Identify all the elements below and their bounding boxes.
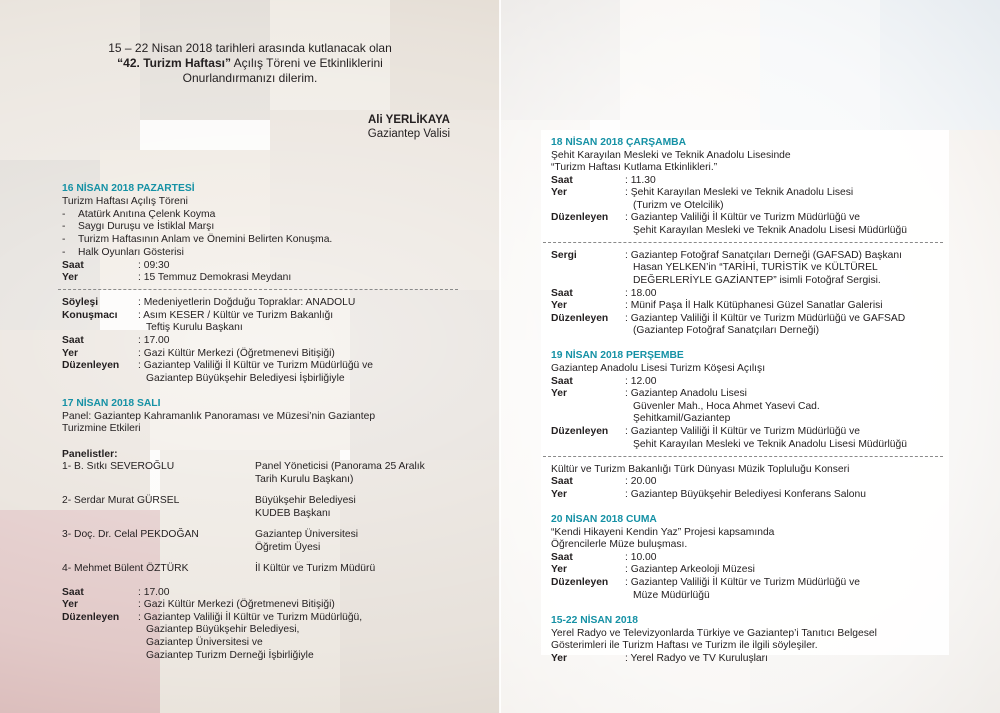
- panelist-4-role-1: İl Kültür ve Turizm Müdürü: [255, 563, 376, 574]
- day-18-saat-label: Saat: [551, 175, 573, 186]
- panelist-3-name: 3- Doç. Dr. Celal PEKDOĞAN: [62, 529, 199, 540]
- panelist-3-role-1: Gaziantep Üniversitesi: [255, 529, 359, 540]
- day-19-yer-value-1: : Gaziantep Anadolu Lisesi: [625, 388, 747, 399]
- week-line-1: Yerel Radyo ve Televizyonlarda Türkiye ve Gaziantep’i Tanıtıcı Belgesel: [551, 628, 877, 639]
- signature-name: Ali YERLİKAYA: [367, 114, 450, 126]
- day-20-saat-value: : 10.00: [625, 552, 657, 563]
- day-19-yer-value-2: Güvenler Mah., Hoca Ahmet Yasevi Cad.: [633, 401, 820, 412]
- day-20-yer-value: : Gaziantep Arkeoloji Müzesi: [625, 564, 755, 575]
- separator: [58, 289, 458, 290]
- day-18-saat-value: : 11.30: [625, 175, 656, 186]
- day-20-line-1: “Kendi Hikayeni Kendin Yaz” Projesi kapsamında: [551, 527, 775, 538]
- day-16-item-1: Atatürk Anıtına Çelenk Koyma: [78, 209, 216, 220]
- day-19-yer-value-3: Şehitkamil/Gaziantep: [633, 413, 731, 424]
- panelist-3-role-2: Öğretim Üyesi: [255, 542, 321, 553]
- day-18-saat2-label: Saat: [551, 288, 573, 299]
- day-18-duzenleyen2-label: Düzenleyen: [551, 313, 609, 324]
- day-17-duzenleyen-value-1: : Gaziantep Valiliği İl Kültür ve Turizm Müdürlüğü,: [138, 612, 363, 623]
- concert-saat-value: : 20.00: [625, 476, 657, 487]
- day-17-duzenleyen-label: Düzenleyen: [62, 612, 120, 623]
- konusmaci-label: Konuşmacı: [62, 310, 118, 321]
- day-18-line-1: Şehit Karayılan Mesleki ve Teknik Anadolu Lisesinde: [551, 150, 791, 161]
- day-16-item-3: Turizm Haftasının Anlam ve Önemini Belirten Konuşma.: [78, 234, 333, 245]
- day-17-duzenleyen-value-2: Gaziantep Büyükşehir Belediyesi,: [146, 624, 300, 635]
- day-20-duzenleyen-label: Düzenleyen: [551, 577, 609, 588]
- week-yer-value: : Yerel Radyo ve TV Kuruluşları: [625, 653, 768, 664]
- day-16-yer2-label: Yer: [62, 348, 79, 359]
- day-16-saat2-label: Saat: [62, 335, 84, 346]
- day-16-saat2-value: : 17.00: [138, 335, 170, 346]
- invitation-text: [60, 41, 440, 86]
- panelists-label: Panelistler:: [62, 449, 118, 460]
- day-19-saat-value: : 12.00: [625, 376, 657, 387]
- intro-line-3: Onurlandırmanızı dilerim.: [182, 71, 318, 85]
- panelist-4-name: 4- Mehmet Bülent ÖZTÜRK: [62, 563, 189, 574]
- day-17-panel-line-2: Turizmine Etkileri: [62, 423, 141, 434]
- day-20-heading: 20 NİSAN 2018 CUMA: [551, 514, 657, 525]
- day-18-yer2-label: Yer: [551, 300, 568, 311]
- day-18-yer-value-2: (Turizm ve Otelcilik): [633, 200, 724, 211]
- day-16-yer2-value: : Gazi Kültür Merkezi (Öğretmenevi Bitişiği): [138, 348, 335, 359]
- concert-yer-label: Yer: [551, 489, 568, 500]
- day-16-yer-value: : 15 Temmuz Demokrasi Meydanı: [138, 272, 292, 283]
- intro-line-2-rest: Açılış Töreni ve Etkinliklerini: [230, 56, 383, 70]
- day-18-duzenleyen2-value-1: : Gaziantep Valiliği İl Kültür ve Turizm Müdürlüğü ve GAFSAD: [625, 313, 906, 324]
- soylesi-value: : Medeniyetlerin Doğduğu Topraklar: ANADOLU: [138, 297, 356, 308]
- day-19-duzenleyen-label: Düzenleyen: [551, 426, 609, 437]
- day-18-yer2-value: : Münif Paşa İl Halk Kütüphanesi Güzel Sanatlar Galerisi: [625, 300, 883, 311]
- day-16-saat-value: : 09:30: [138, 260, 170, 271]
- day-16-duzenleyen-label: Düzenleyen: [62, 360, 120, 371]
- intro-line-2-bold: “42. Turizm Haftası”: [117, 56, 231, 70]
- day-17-saat-label: Saat: [62, 587, 84, 598]
- day-16-duzenleyen-value-2: Gaziantep Büyükşehir Belediyesi İşbirliğiyle: [146, 373, 345, 384]
- day-19-duzenleyen-value-1: : Gaziantep Valiliği İl Kültür ve Turizm Müdürlüğü ve: [625, 426, 861, 437]
- day-18-yer-label: Yer: [551, 187, 568, 198]
- day-20-duzenleyen-value-1: : Gaziantep Valiliği İl Kültür ve Turizm Müdürlüğü ve: [625, 577, 861, 588]
- day-19-saat-label: Saat: [551, 376, 573, 387]
- day-18-duzenleyen-value-1: : Gaziantep Valiliği İl Kültür ve Turizm Müdürlüğü ve: [625, 212, 861, 223]
- sergi-label: Sergi: [551, 250, 577, 261]
- konusmaci-value-2: Teftiş Kurulu Başkanı: [146, 322, 243, 333]
- day-17-yer-value: : Gazi Kültür Merkezi (Öğretmenevi Bitişiği): [138, 599, 335, 610]
- separator: [543, 242, 943, 243]
- day-19-line-1: Gaziantep Anadolu Lisesi Turizm Köşesi Açılışı: [551, 363, 766, 374]
- panelist-1-role-2: Tarih Kurulu Başkanı): [255, 474, 354, 485]
- day-18-heading: 18 NİSAN 2018 ÇARŞAMBA: [551, 137, 687, 148]
- intro-line-1: 15 – 22 Nisan 2018 tarihleri arasında kutlanacak olan: [108, 41, 392, 55]
- day-16-yer-label: Yer: [62, 272, 79, 283]
- day-16-duzenleyen-value-1: : Gaziantep Valiliği İl Kültür ve Turizm Müdürlüğü ve: [138, 360, 374, 371]
- day-19-heading: 19 NİSAN 2018 PERŞEMBE: [551, 350, 684, 361]
- panelist-1-name: 1- B. Sıtkı SEVEROĞLU: [62, 461, 175, 472]
- week-line-2: Gösterimleri ile Turizm Haftası ve Turizm ile ilgili söyleşiler.: [551, 640, 818, 651]
- panelist-1-role-1: Panel Yöneticisi (Panorama 25 Aralık: [255, 461, 425, 472]
- concert-saat-label: Saat: [551, 476, 573, 487]
- day-17-heading: 17 NİSAN 2018 SALI: [62, 398, 161, 409]
- signature-title: Gaziantep Valisi: [367, 128, 450, 140]
- concert-yer-value: : Gaziantep Büyükşehir Belediyesi Konferans Salonu: [625, 489, 866, 500]
- day-19-duzenleyen-value-2: Şehit Karayılan Mesleki ve Teknik Anadolu Lisesi Müdürlüğü: [633, 439, 907, 450]
- panelist-2-name: 2- Serdar Murat GÜRSEL: [62, 495, 180, 506]
- day-20-line-2: Öğrencilerle Müze buluşması.: [551, 539, 688, 550]
- day-16-item-2: Saygı Duruşu ve İstiklal Marşı: [78, 221, 215, 232]
- panelist-2-role-1: Büyükşehir Belediyesi: [255, 495, 356, 506]
- day-17-yer-label: Yer: [62, 599, 79, 610]
- day-20-yer-label: Yer: [551, 564, 568, 575]
- day-18-saat2-value: : 18.00: [625, 288, 657, 299]
- day-17-panel-line-1: Panel: Gaziantep Kahramanlık Panoraması ve Müzesi’nin Gaziantep: [62, 411, 376, 422]
- konusmaci-value-1: : Asım KESER / Kültür ve Turizm Bakanlığı: [138, 310, 334, 321]
- day-16-item-4: Halk Oyunları Gösterisi: [78, 247, 184, 258]
- day-20-saat-label: Saat: [551, 552, 573, 563]
- panelist-2-role-2: KUDEB Başkanı: [255, 508, 331, 519]
- page-fold: [499, 0, 501, 713]
- week-yer-label: Yer: [551, 653, 568, 664]
- day-16-saat-label: Saat: [62, 260, 84, 271]
- day-16-event: Turizm Haftası Açılış Töreni: [62, 196, 188, 207]
- sergi-value-2: Hasan YELKEN’in “TARİHİ, TURİSTİK ve KÜLTÜREL: [633, 262, 878, 273]
- sergi-value-3: DEĞERLERİYLE GAZİANTEP” isimli Fotoğraf Sergisi.: [633, 275, 881, 286]
- concert-title: Kültür ve Turizm Bakanlığı Türk Dünyası Müzik Topluluğu Konseri: [551, 464, 850, 475]
- soylesi-label: Söyleşi: [62, 297, 99, 308]
- day-19-yer-label: Yer: [551, 388, 568, 399]
- day-16-heading: 16 NİSAN 2018 PAZARTESİ: [62, 183, 195, 194]
- day-20-duzenleyen-value-2: Müze Müdürlüğü: [633, 590, 710, 601]
- day-18-yer-value-1: : Şehit Karayılan Mesleki ve Teknik Anadolu Lisesi: [625, 187, 854, 198]
- week-heading: 15-22 NİSAN 2018: [551, 615, 639, 626]
- day-18-line-2: “Turizm Haftası Kutlama Etkinlikleri.”: [551, 162, 718, 173]
- day-17-saat-value: : 17.00: [138, 587, 170, 598]
- day-18-duzenleyen-value-2: Şehit Karayılan Mesleki ve Teknik Anadolu Lisesi Müdürlüğü: [633, 225, 907, 236]
- day-17-duzenleyen-value-3: Gaziantep Üniversitesi ve: [146, 637, 263, 648]
- day-17-duzenleyen-value-4: Gaziantep Turizm Derneği İşbirliğiyle: [146, 650, 314, 661]
- day-18-duzenleyen-label: Düzenleyen: [551, 212, 609, 223]
- day-18-duzenleyen2-value-2: (Gaziantep Fotoğraf Sanatçıları Derneği): [633, 325, 820, 336]
- sergi-value-1: : Gaziantep Fotoğraf Sanatçıları Derneği (GAFSAD) Başkanı: [625, 250, 902, 261]
- separator: [543, 456, 943, 457]
